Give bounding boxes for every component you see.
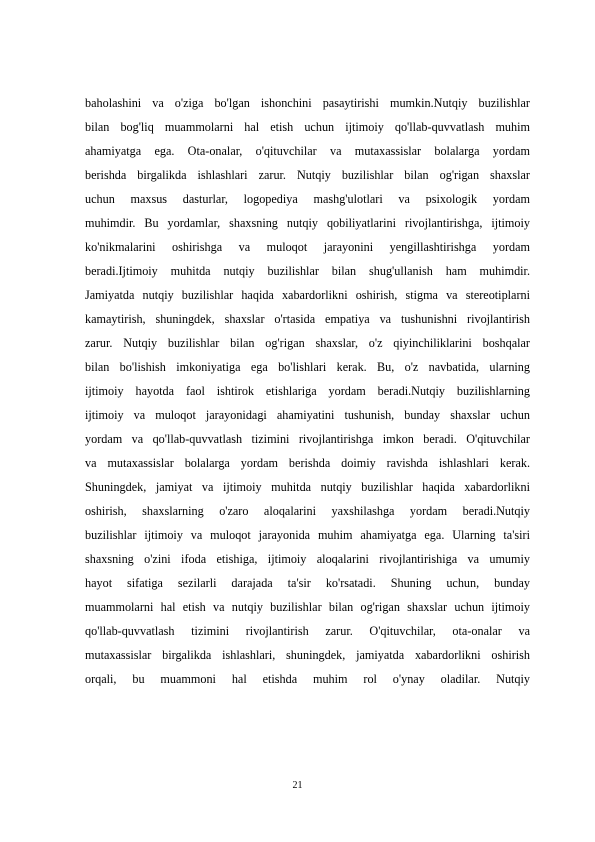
text-line: mutaxassislar birgalikda ishlashlari, shuningdek, jamiyatda xabardorlikni oshirish [85,648,530,662]
text-line: Shuningdek, jamiyat va ijtimoiy muhitda nutqiy buzilishlar haqida xabardorlikni [85,480,530,494]
text-line: orqali, bu muammoni hal etishda muhim rol o'ynay oladilar. Nutqiy [85,672,530,686]
text-line: ijtimoiy va muloqot jarayonidagi ahamiyatini tushunish, bunday shaxslar uchun [85,408,530,422]
text-line: ijtimoiy hayotda faol ishtirok etishlariga yordam beradi.Nutqiy buzilishlarning [85,384,530,398]
text-line: bilan bog'liq muammolarni hal etish uchun ijtimoiy qo'llab-quvvatlash muhim [85,120,530,134]
text-line: uchun maxsus dasturlar, logopediya mashg'ulotlari va psixologik yordam [85,192,530,206]
body-text [85,91,530,691]
text-line: hayot sifatiga sezilarli darajada ta'sir ko'rsatadi. Shuning uchun, bunday [85,576,530,590]
text-line: va mutaxassislar bolalarga yordam berishda doimiy ravishda ishlashlari kerak. [85,456,530,470]
text-line: muammolarni hal etish va nutqiy buzilishlar bilan og'rigan shaxslar uchun ijtimoiy [85,600,530,614]
text-line: shaxsning o'zini ifoda etishiga, ijtimoiy aloqalarini rivojlantirishiga va umumiy [85,552,530,566]
text-line: muhimdir. Bu yordamlar, shaxsning nutqiy qobiliyatlarini rivojlantirishga, ijtimoiy [85,216,530,230]
text-line: kamaytirish, shuningdek, shaxslar o'rtasida empatiya va tushunishni rivojlantirish [85,312,530,326]
text-line: qo'llab-quvvatlash tizimini rivojlantirish zarur. O'qituvchilar, ota-onalar va [85,624,530,638]
text-line: yordam va qo'llab-quvvatlash tizimini rivojlantirishga imkon beradi. O'qituvchilar [85,432,530,446]
text-line: Jamiyatda nutqiy buzilishlar haqida xabardorlikni oshirish, stigma va stereotiplarni [85,288,530,302]
text-line: beradi.Ijtimoiy muhitda nutqiy buzilishlar bilan shug'ullanish ham muhimdir. [85,264,530,278]
text-line: ahamiyatga ega. Ota-onalar, o'qituvchilar va mutaxassislar bolalarga yordam [85,144,530,158]
text-line: bilan bo'lishish imkoniyatiga ega bo'lishlari kerak. Bu, o'z navbatida, ularning [85,360,530,374]
text-line: baholashini va o'ziga bo'lgan ishonchini pasaytirishi mumkin.Nutqiy buzilishlar [85,96,530,110]
text-line: berishda birgalikda ishlashlari zarur. Nutqiy buzilishlar bilan og'rigan shaxslar [85,168,530,182]
text-line: zarur. Nutqiy buzilishlar bilan og'rigan shaxslar, o'z qiyinchiliklarini boshqalar [85,336,530,350]
page-number: 21 [292,780,303,791]
text-line: buzilishlar ijtimoiy va muloqot jarayonida muhim ahamiyatga ega. Ularning ta'siri [85,528,530,542]
text-line: ko'nikmalarini oshirishga va muloqot jarayonini yengillashtirishga yordam [85,240,530,254]
text-line: oshirish, shaxslarning o'zaro aloqalarini yaxshilashga yordam beradi.Nutqiy [85,504,530,518]
